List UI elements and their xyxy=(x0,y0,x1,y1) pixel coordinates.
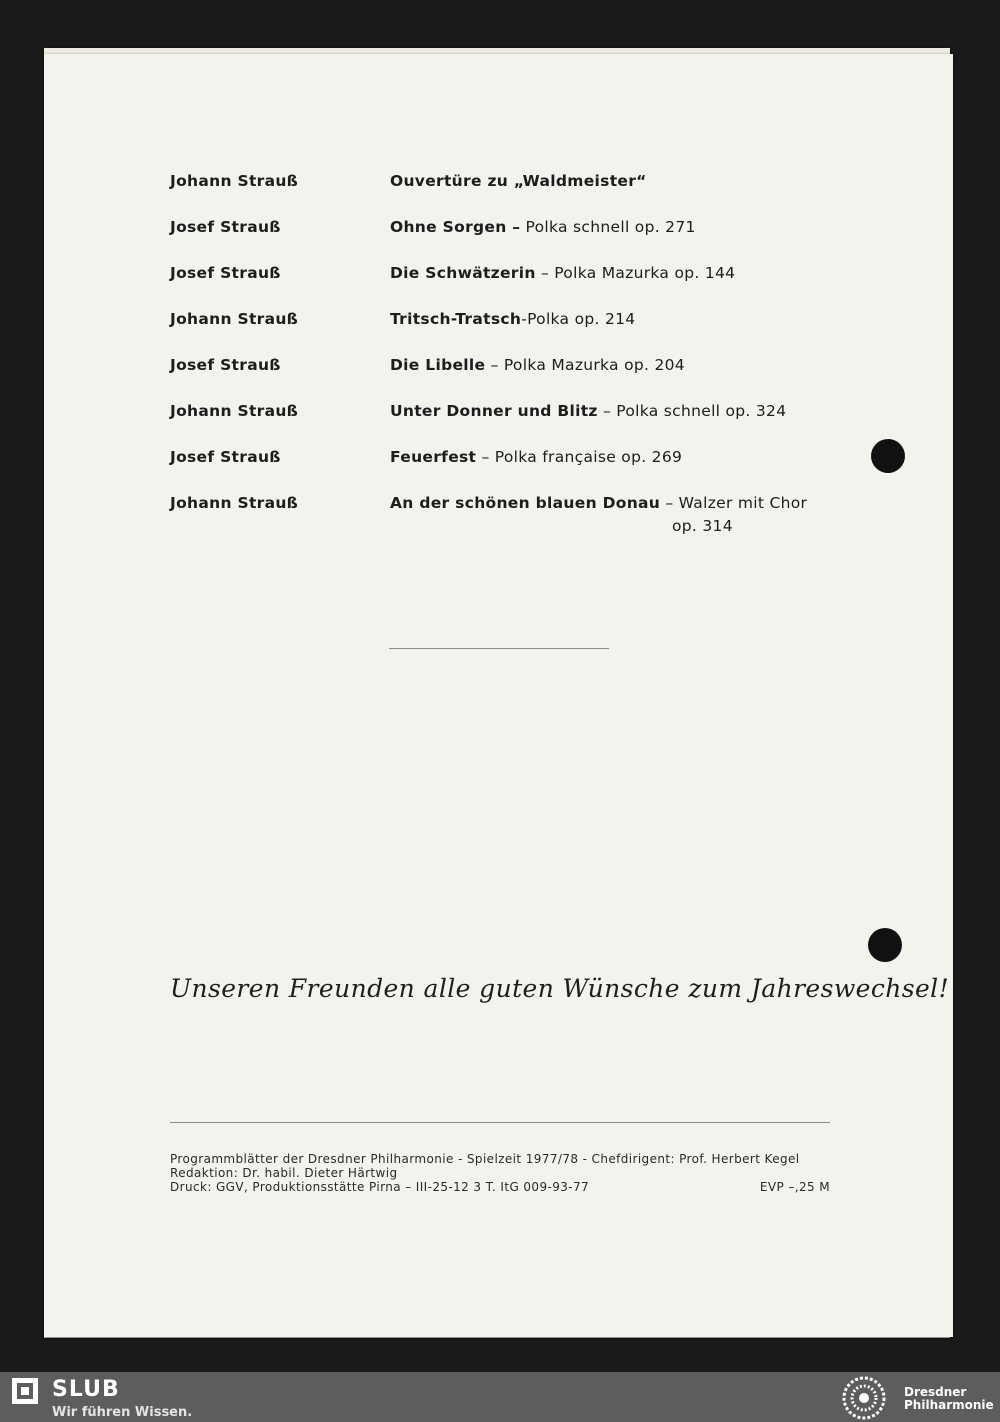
program-row xyxy=(44,218,953,242)
program-row xyxy=(44,494,953,544)
work-title: Ohne Sorgen – xyxy=(390,218,521,236)
program-row xyxy=(44,356,953,380)
slub-tagline: Wir führen Wissen. xyxy=(52,1405,193,1420)
composer-name: Johann Strauß xyxy=(170,172,299,190)
work-entry xyxy=(390,402,786,420)
imprint-line xyxy=(170,1180,830,1194)
work-description: – Polka schnell op. 324 xyxy=(603,402,787,420)
price-label: EVP –,25 M xyxy=(759,1180,830,1194)
new-year-greeting: Unseren Freunden alle guten Wünsche zum Jahreswechsel! xyxy=(170,974,950,1003)
program-row xyxy=(44,172,953,196)
slub-title: SLUB xyxy=(52,1377,120,1402)
work-title: Die Schwätzerin xyxy=(390,264,536,282)
program-divider xyxy=(389,648,609,649)
composer-name: Johann Strauß xyxy=(170,402,299,420)
work-description: – Polka Mazurka op. 204 xyxy=(490,356,685,374)
work-title: Unter Donner und Blitz xyxy=(390,402,598,420)
work-title: Ouvertüre zu „Waldmeister“ xyxy=(390,172,647,190)
program-row xyxy=(44,310,953,334)
program-page xyxy=(44,54,953,1337)
program-row xyxy=(44,402,953,426)
composer-name: Johann Strauß xyxy=(170,310,299,328)
work-description: – Polka Mazurka op. 144 xyxy=(540,264,736,282)
work-title: Die Libelle xyxy=(390,356,486,374)
punch-hole xyxy=(868,928,902,962)
program-row xyxy=(44,448,953,472)
footer-bar xyxy=(0,1372,1000,1422)
imprint-line: Programmblätter der Dresdner Philharmonie - Spielzeit 1977/78 - Chefdirigent: Prof. Herbert Kegel xyxy=(170,1152,800,1166)
imprint-rule xyxy=(170,1122,830,1123)
work-entry xyxy=(390,494,807,512)
slub-logo-icon xyxy=(12,1378,38,1404)
work-description: – Polka française op. 269 xyxy=(481,448,683,466)
philharmonie-logo-icon xyxy=(842,1376,886,1420)
work-title: Feuerfest xyxy=(390,448,477,466)
work-continuation: op. 314 xyxy=(672,517,733,535)
work-entry xyxy=(390,310,635,328)
work-entry xyxy=(390,448,682,466)
philharmonie-label xyxy=(904,1386,994,1412)
work-entry xyxy=(390,218,696,236)
work-description: – Walzer mit Chor xyxy=(665,494,808,512)
philharmonie-line2: Philharmonie xyxy=(904,1398,994,1412)
philharmonie-line1: Dresdner xyxy=(904,1385,967,1399)
composer-name: Josef Strauß xyxy=(170,448,281,466)
work-title: An der schönen blauen Donau xyxy=(390,494,661,512)
composer-name: Josef Strauß xyxy=(170,218,281,236)
program-row xyxy=(44,264,953,288)
work-entry xyxy=(390,264,735,282)
work-entry xyxy=(390,356,685,374)
work-description: -Polka op. 214 xyxy=(521,310,636,328)
work-title: Tritsch-Tratsch xyxy=(390,310,522,328)
composer-name: Josef Strauß xyxy=(170,356,281,374)
composer-name: Johann Strauß xyxy=(170,494,299,512)
work-entry xyxy=(390,172,647,190)
imprint-line: Redaktion: Dr. habil. Dieter Härtwig xyxy=(170,1166,398,1180)
composer-name: Josef Strauß xyxy=(170,264,281,282)
punch-hole xyxy=(871,439,905,473)
print-info: Druck: GGV, Produktionsstätte Pirna – III-25-12 3 T. ItG 009-93-77 xyxy=(170,1180,590,1194)
work-description: Polka schnell op. 271 xyxy=(525,218,696,236)
